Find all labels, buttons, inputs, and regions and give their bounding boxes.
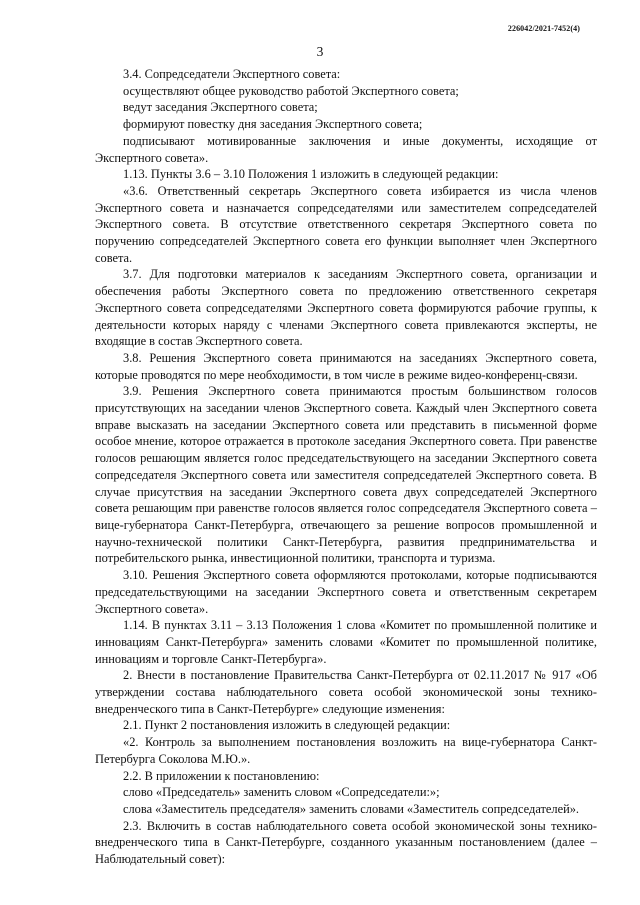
paragraph: ведут заседания Экспертного совета;	[123, 100, 318, 115]
paragraph: 2.2. В приложении к постановлению:	[123, 768, 320, 783]
paragraph: 3.8. Решения Экспертного совета принимаются на заседаниях Экспертного совета, которые проводятся по мере необходимости, в том числе в режиме видео-конференц-связи.	[95, 350, 597, 382]
paragraph: осуществляют общее руководство работой Экспертного совета;	[123, 83, 459, 98]
paragraph: «3.6. Ответственный секретарь Экспертного совета избирается из числа членов Экспертного совета и назначается сопредседателями или заместителем сопредседателей Экспертного совета. В отсутствие ответственного секретаря Экспертного совета по поручению сопредседателей Экспертного совета его функции выполняет член Экспертного совета.	[95, 183, 597, 265]
paragraph: 1.13. Пункты 3.6 – 3.10 Положения 1 изложить в следующей редакции:	[123, 167, 499, 182]
document-code: 226042/2021-7452(4)	[507, 24, 580, 33]
paragraph: 3.9. Решения Экспертного совета принимаются простым большинством голосов присутствующих на заседании членов Экспертного совета. Каждый член Экспертного совета вправе высказать на заседании Экспертного совета или представить в письменной форме особое мнение, которое отражается в протоколе заседания Экспертного совета. При равенстве голосов решающим является голос председательствующего на заседании Экспертного совета сопредседателя Экспертного совета или заместителя сопредседателей Экспертного совета. В случае присутствия на заседании Экспертного совета двух сопредседателей Экспертного совета решающим при равенстве голосов является голос сопредседателя Экспертного совета – вице-губернатора Санкт-Петербурга, отвечающего за решение вопросов промышленной и научно-технической политики Санкт-Петербурга, развития предпринимательства и потребительского рынка, инвестиционной политики, транспорта и туризма.	[95, 384, 597, 566]
paragraph: слово «Председатель» заменить словом «Сопредседатели:»;	[123, 785, 440, 800]
page-number: 3	[316, 44, 324, 59]
paragraph: 1.14. В пунктах 3.11 – 3.13 Положения 1 слова «Комитет по промышленной политике и инновациям Санкт-Петербурга» заменить словами «Комитет по промышленной политике, инновациям и торговле Санкт-Петербурга».	[95, 618, 597, 666]
paragraph: 2.3. Включить в состав наблюдательного совета особой экономической зоны технико-внедренческого типа в Санкт-Петербурге, созданного указанным постановлением (далее – Наблюдательный совет):	[95, 818, 597, 867]
paragraph: подписывают мотивированные заключения и иные документы, исходящие от Экспертного совета».	[95, 133, 597, 165]
paragraph: слова «Заместитель председателя» заменить словами «Заместитель сопредседателей».	[123, 801, 580, 816]
document-body	[95, 66, 597, 868]
paragraph: формируют повестку дня заседания Экспертного совета;	[123, 117, 423, 132]
paragraph: 3.7. Для подготовки материалов к заседаниям Экспертного совета, организации и обеспечения работы Экспертного совета по предложению ответственного секретаря Экспертного совета сопредседателями Экспертного совета формируются рабочие группы, к деятельности которых наряду с членами Экспертного совета привлекаются эксперты, не входящие в состав Экспертного совета.	[95, 267, 597, 349]
paragraph: 3.10. Решения Экспертного совета оформляются протоколами, которые подписываются председательствующими на заседании Экспертного совета и ответственным секретарем Экспертного совета».	[95, 568, 597, 616]
paragraph: 3.4. Сопредседатели Экспертного совета:	[123, 67, 341, 81]
paragraph: «2. Контроль за выполнением постановления возложить на вице-губернатора Санкт-Петербурга Соколова М.Ю.».	[95, 735, 597, 766]
paragraph: 2. Внести в постановление Правительства Санкт-Петербурга от 02.11.2017 № 917 «Об утверждении состава наблюдательного совета особой экономической зоны технико-внедренческого типа в Санкт-Петербурге» следующие изменения:	[95, 668, 597, 716]
paragraph: 2.1. Пункт 2 постановления изложить в следующей редакции:	[123, 718, 451, 733]
